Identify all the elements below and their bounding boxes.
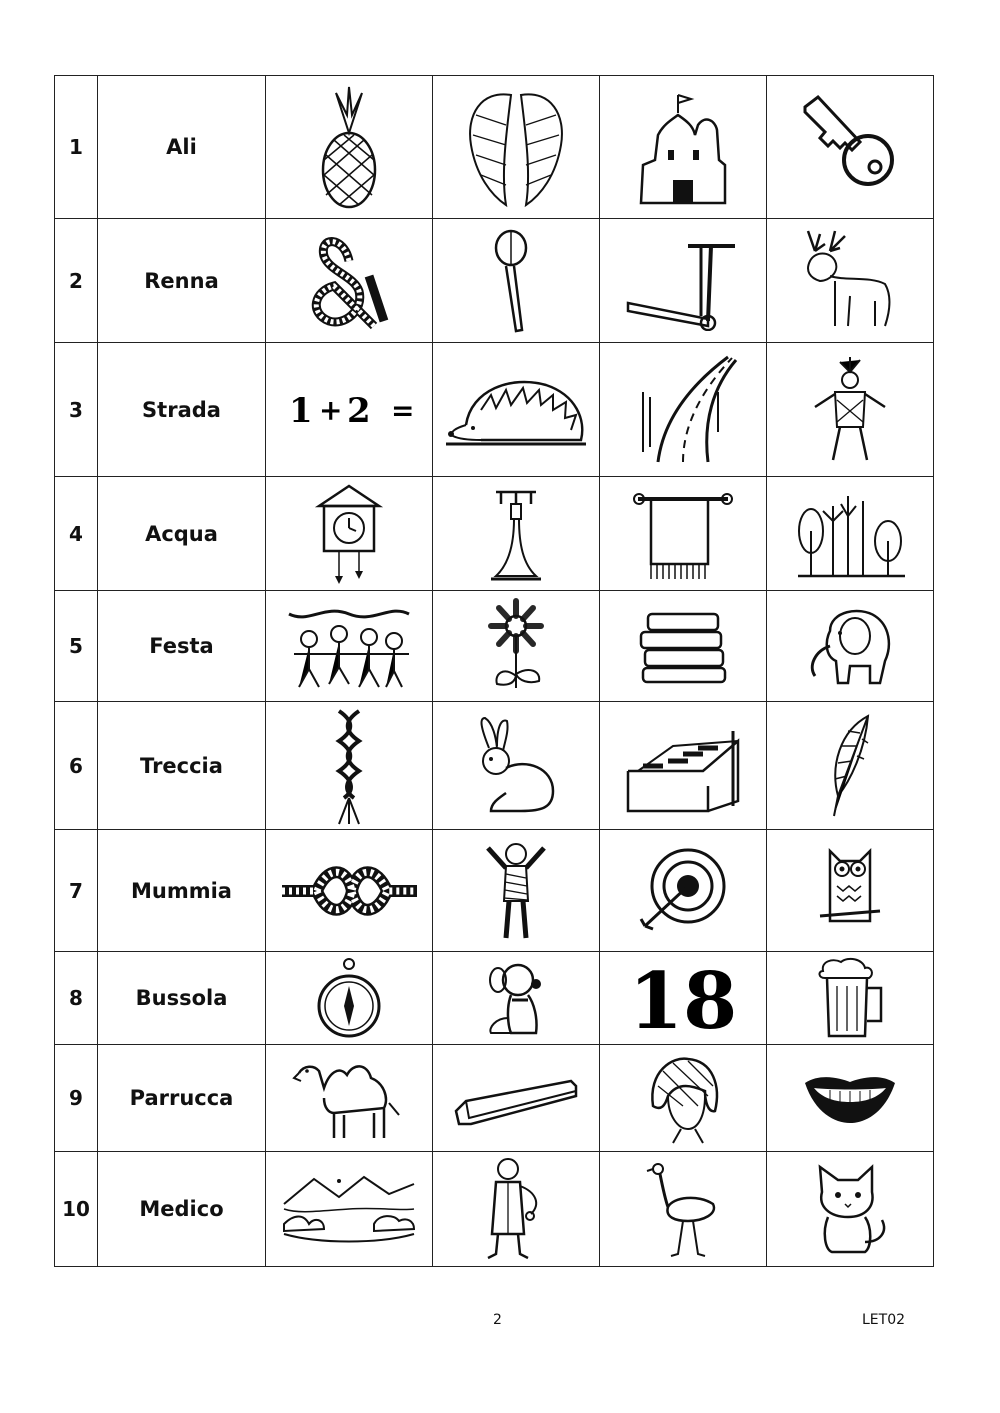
picture-cell xyxy=(767,477,934,591)
picture-cell xyxy=(433,1152,600,1267)
picture-cell xyxy=(600,219,767,343)
row-number: 8 xyxy=(55,952,98,1045)
row-word: Renna xyxy=(98,219,266,343)
sum-icon xyxy=(279,385,419,435)
row-number: 9 xyxy=(55,1045,98,1152)
camel-icon xyxy=(289,1053,409,1143)
table-row xyxy=(55,702,934,830)
braid-icon xyxy=(329,706,369,826)
picture-cell xyxy=(600,1152,767,1267)
picture-cell xyxy=(266,343,433,477)
target-icon xyxy=(633,841,733,941)
elephant-icon xyxy=(800,601,900,691)
picture-cell xyxy=(433,219,600,343)
row-number: 5 xyxy=(55,591,98,702)
row-word: Strada xyxy=(98,343,266,477)
row-word: Mummia xyxy=(98,830,266,952)
jester-icon xyxy=(805,352,895,467)
picture-cell xyxy=(266,952,433,1045)
picture-cell xyxy=(266,76,433,219)
lollipop-icon xyxy=(486,226,546,336)
owl-icon xyxy=(815,841,885,941)
table-row xyxy=(55,477,934,591)
row-word: Festa xyxy=(98,591,266,702)
picture-cell xyxy=(433,477,600,591)
picture-cell xyxy=(767,952,934,1045)
row-number: 1 xyxy=(55,76,98,219)
picture-cell xyxy=(433,1045,600,1152)
picture-cell xyxy=(266,219,433,343)
bed-icon xyxy=(623,716,743,816)
mouth-icon xyxy=(800,1068,900,1128)
row-word: Bussola xyxy=(98,952,266,1045)
picture-cell xyxy=(266,830,433,952)
wig-icon xyxy=(643,1051,723,1146)
picture-cell xyxy=(600,477,767,591)
row-word: Treccia xyxy=(98,702,266,830)
reindeer-icon xyxy=(800,226,900,336)
picture-cell xyxy=(600,702,767,830)
picture-cell xyxy=(266,591,433,702)
picture-cell xyxy=(767,343,934,477)
row-number: 2 xyxy=(55,219,98,343)
table-row xyxy=(55,343,934,477)
coffin-icon xyxy=(451,1066,581,1131)
picture-cell xyxy=(767,1045,934,1152)
picture-cell xyxy=(767,702,934,830)
road-icon xyxy=(628,352,738,467)
picture-cell xyxy=(266,702,433,830)
picture-cell xyxy=(433,830,600,952)
hedgehog-icon xyxy=(441,370,591,450)
picture-cell xyxy=(266,1152,433,1267)
ostrich-icon xyxy=(643,1159,723,1259)
rope-ampersand-icon xyxy=(304,231,394,331)
table-row xyxy=(55,952,934,1045)
scooter-icon xyxy=(623,231,743,331)
picture-cell xyxy=(767,830,934,952)
key-icon xyxy=(800,92,900,202)
picture-cell xyxy=(600,343,767,477)
pineapple-icon xyxy=(314,85,384,210)
picture-cell xyxy=(600,591,767,702)
picture-cell xyxy=(767,76,934,219)
dog-icon xyxy=(476,958,556,1038)
cuckoo-clock-icon xyxy=(309,481,389,586)
mummy-icon xyxy=(476,836,556,946)
kitten-icon xyxy=(810,1162,890,1257)
sum-two: 2 xyxy=(347,390,371,431)
flower-icon xyxy=(479,596,554,696)
picture-cell xyxy=(600,76,767,219)
table-row xyxy=(55,830,934,952)
picture-cell xyxy=(767,219,934,343)
row-number: 10 xyxy=(55,1152,98,1267)
sum-plus: + xyxy=(319,393,343,427)
number-18-icon xyxy=(628,956,738,1041)
picture-cell xyxy=(600,1045,767,1152)
table-row xyxy=(55,76,934,219)
picture-cell xyxy=(600,830,767,952)
table-row xyxy=(55,1045,934,1152)
beer-mug-icon xyxy=(813,956,888,1041)
picture-cell xyxy=(433,76,600,219)
books-icon xyxy=(633,606,733,686)
sum-one: 1 xyxy=(289,390,313,431)
exercise-table xyxy=(54,75,934,1267)
page-number: 2 xyxy=(493,1312,502,1328)
picture-cell xyxy=(433,952,600,1045)
sum-equals: = xyxy=(391,393,415,427)
row-number: 3 xyxy=(55,343,98,477)
rabbit-icon xyxy=(471,713,561,818)
picture-cell xyxy=(266,477,433,591)
row-word: Ali xyxy=(98,76,266,219)
picture-cell xyxy=(433,343,600,477)
picture-cell xyxy=(433,591,600,702)
row-word: Medico xyxy=(98,1152,266,1267)
doctor-icon xyxy=(476,1154,556,1264)
picture-cell xyxy=(767,591,934,702)
wings-icon xyxy=(461,85,571,210)
tap-icon xyxy=(481,484,551,584)
towel-icon xyxy=(633,484,733,584)
picture-cell xyxy=(767,1152,934,1267)
row-number: 4 xyxy=(55,477,98,591)
picture-cell xyxy=(433,702,600,830)
feather-icon xyxy=(820,711,880,821)
row-number: 6 xyxy=(55,702,98,830)
trees-icon xyxy=(793,486,908,581)
row-number: 7 xyxy=(55,830,98,952)
document-code: LET02 xyxy=(862,1312,906,1328)
compass-icon xyxy=(314,956,384,1041)
row-word: Acqua xyxy=(98,477,266,591)
table-row xyxy=(55,591,934,702)
table-row xyxy=(55,219,934,343)
party-icon xyxy=(284,599,414,694)
sandcastle-icon xyxy=(633,85,733,210)
picture-cell xyxy=(266,1045,433,1152)
number-18-text: 18 xyxy=(628,955,738,1041)
row-word: Parrucca xyxy=(98,1045,266,1152)
landscape-icon xyxy=(279,1169,419,1249)
knot-icon xyxy=(277,856,422,926)
table-row xyxy=(55,1152,934,1267)
picture-cell xyxy=(600,952,767,1045)
